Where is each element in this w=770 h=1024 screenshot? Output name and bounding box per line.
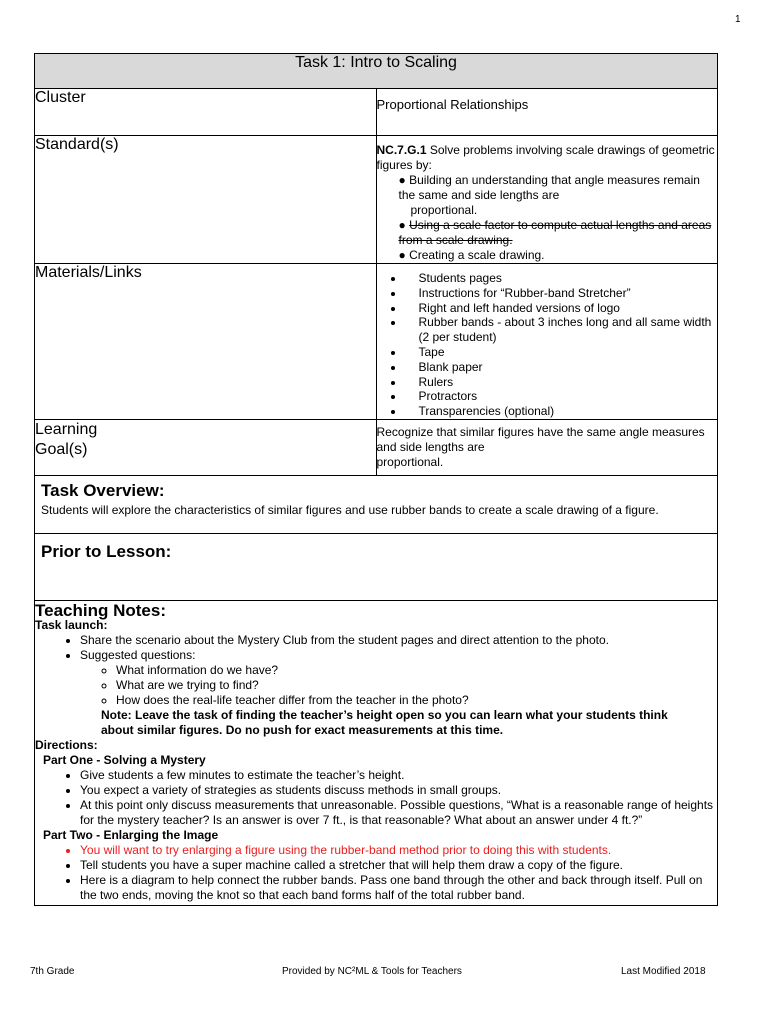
- standards-label: Standard(s): [35, 136, 377, 264]
- list-item: • Students pages: [405, 271, 718, 286]
- list-item: • Tape: [405, 345, 718, 360]
- teaching-notes-heading: Teaching Notes:: [35, 600, 166, 620]
- footer-grade: 7th Grade: [30, 966, 75, 977]
- standard-bullet-struck: Using a scale factor to compute actual lengths and areas from a scale drawing.: [398, 218, 712, 247]
- cluster-value: Proportional Relationships: [376, 89, 718, 136]
- task-title: Task 1: Intro to Scaling: [35, 54, 718, 89]
- list-item: • You will want to try enlarging a figure using the rubber-band method prior to doing this with students.: [80, 843, 717, 858]
- list-item: • Rubber bands - about 3 inches long and all same width (2 per student): [405, 315, 718, 345]
- task-overview-heading: Task Overview:: [41, 480, 165, 500]
- directions-label: Directions:: [35, 737, 98, 752]
- standard-intro: Solve problems involving scale drawings of geometric figures by:: [376, 143, 715, 172]
- list-item: • Right and left handed versions of logo: [405, 301, 718, 316]
- list-item: • Protractors: [405, 389, 718, 404]
- task-launch-label: Task launch:: [35, 617, 108, 632]
- task-overview-section: [35, 475, 718, 533]
- part-two-list: [35, 843, 717, 903]
- list-item: • At this point only discuss measurements that unreasonable. Possible questions, “What is a reasonable range of heights for the mystery teacher? Is an answer is over 7 ft., is that reasonable? What about an answer under 4 ft.?”: [80, 798, 717, 828]
- list-item: ◦ What information do we have?: [116, 663, 717, 678]
- list-item: • Share the scenario about the Mystery Club from the student pages and direct attention to the photo.: [80, 633, 717, 648]
- materials-content: [376, 264, 718, 420]
- cluster-label: Cluster: [35, 89, 377, 136]
- part-one-heading: Part One - Solving a Mystery: [43, 752, 206, 767]
- prior-to-lesson-heading: Prior to Lesson:: [41, 541, 172, 561]
- list-item: • Transparencies (optional): [405, 404, 718, 419]
- learning-goal-text: Recognize that similar figures have the same angle measures and side lengths are: [376, 424, 705, 454]
- learning-goal-content: [376, 419, 718, 475]
- list-item: • Give students a few minutes to estimate the teacher’s height.: [80, 768, 717, 783]
- launch-list: [35, 633, 717, 708]
- list-item: • Instructions for “Rubber-band Stretcher”: [405, 286, 718, 301]
- note-line: Note: Leave the task of finding the teacher’s height open so you can learn what your students think: [101, 707, 668, 722]
- footer-credit: Provided by NC²ML & Tools for Teachers: [282, 966, 462, 977]
- part-two-heading: Part Two - Enlarging the Image: [43, 827, 219, 842]
- list-item: • Rulers: [405, 375, 718, 390]
- prior-to-lesson-section: [35, 533, 718, 600]
- list-item: • Blank paper: [405, 360, 718, 375]
- list-item: ◦ What are we trying to find?: [116, 678, 717, 693]
- learning-goal-text: proportional.: [376, 454, 444, 469]
- list-item: • Tell students you have a super machine called a stretcher that will help them draw a copy of the figure.: [80, 858, 717, 873]
- list-item: ◦ How does the real-life teacher differ from the teacher in the photo?: [116, 693, 717, 708]
- footer-modified: Last Modified 2018: [621, 966, 706, 977]
- standard-bullet: Building an understanding that angle measures remain the same and side lengths are: [398, 173, 700, 202]
- learning-goal-label-line: Goal(s): [35, 440, 88, 458]
- page-number: 1: [735, 14, 741, 25]
- list-item-text: Suggested questions:: [80, 647, 196, 662]
- standard-bullet-cont: proportional.: [410, 203, 478, 217]
- standards-content: NC.7.G.1 Solve problems involving scale drawings of geometric figures by: ● Building an understanding that angle measures remain the same and side lengths are proportional. ● Using a scale factor to compute actual lengths and areas from a scale drawing. ● Creating a scale drawing.: [376, 136, 718, 264]
- learning-goal-label: [35, 419, 377, 475]
- standard-bullet: Creating a scale drawing.: [409, 248, 545, 262]
- list-item: • Here is a diagram to help connect the rubber bands. Pass one band through the other and back through itself. Pull on the two ends, moving the knot so that each band forms half of the total rubber band.: [80, 873, 717, 903]
- list-item: [80, 648, 717, 708]
- part-one-list: [35, 768, 717, 828]
- teaching-notes-section: [35, 600, 718, 905]
- task-overview-text: Students will explore the characteristics of similar figures and use rubber bands to create a scale drawing of a figure.: [41, 502, 659, 517]
- materials-list: [377, 271, 718, 419]
- lesson-table: [34, 53, 718, 906]
- questions-list: [80, 663, 717, 708]
- learning-goal-label-line: Learning: [35, 420, 98, 438]
- materials-label: Materials/Links: [35, 264, 377, 420]
- note-line: about similar figures. Do no push for exact measurements at this time.: [101, 722, 504, 737]
- list-item: • You expect a variety of strategies as students discuss methods in small groups.: [80, 783, 717, 798]
- standard-code: NC.7.G.1: [376, 143, 427, 157]
